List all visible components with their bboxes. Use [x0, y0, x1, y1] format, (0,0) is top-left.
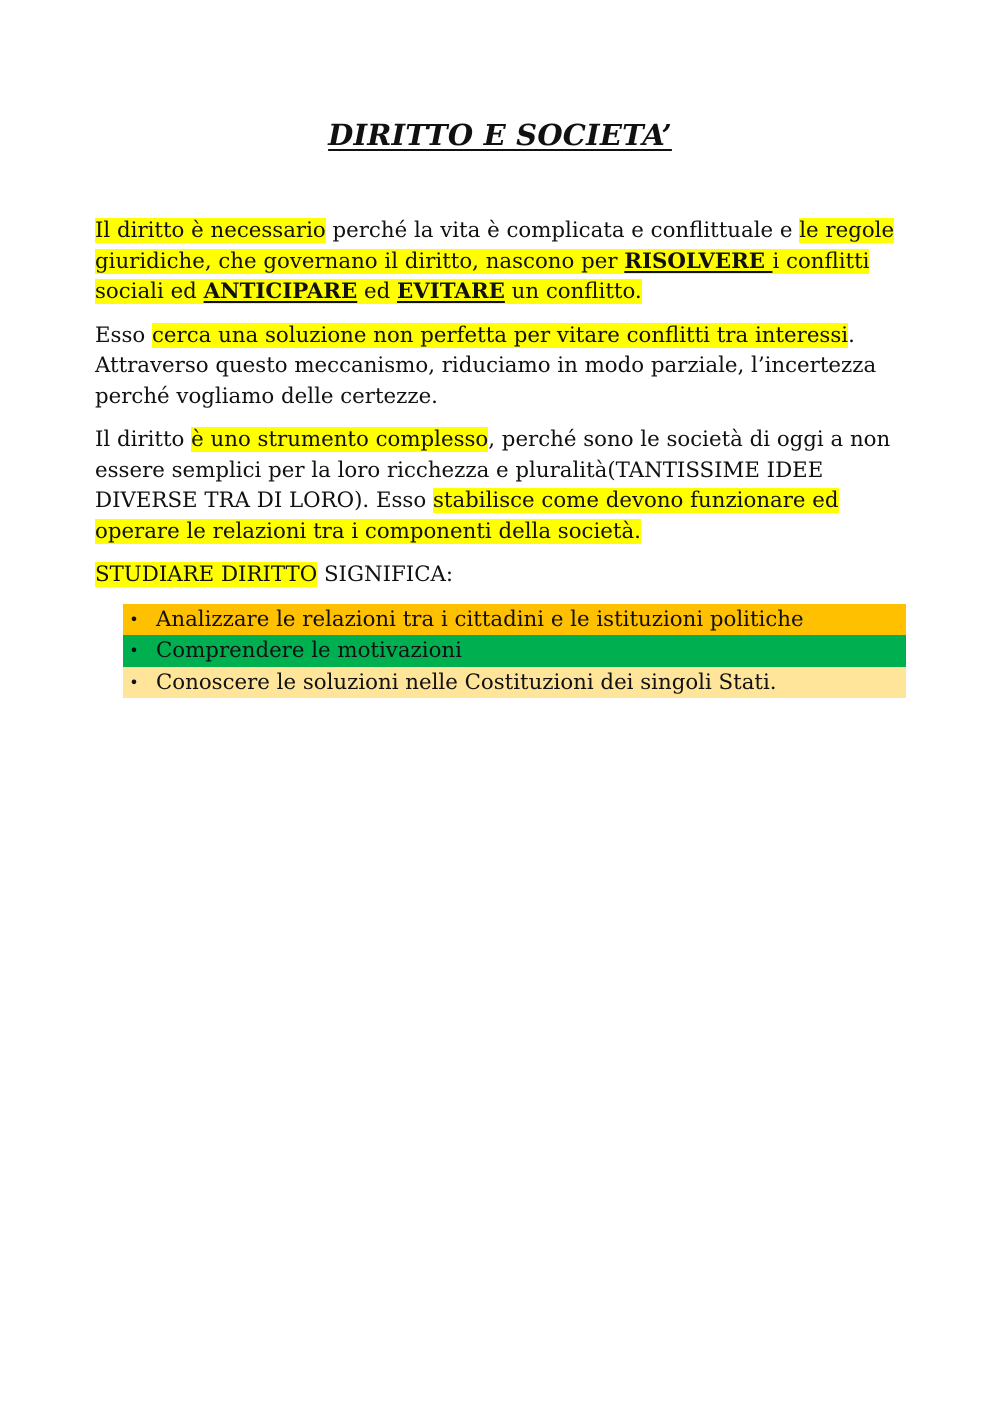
highlighted-text-part: un conflitto. [504, 279, 642, 304]
highlighted-text: stabilisce come devono funzionare ed operare le relazioni tra i componenti della società. [95, 488, 839, 544]
plain-text: Esso [95, 322, 152, 348]
highlighted-text: Il diritto è necessario [95, 218, 326, 243]
emphasized-word-evitare: EVITARE [397, 279, 505, 304]
highlighted-text-part: i conflitti sociali ed [95, 248, 870, 304]
list-item-text: Comprendere le motivazioni [156, 638, 462, 663]
plain-text: , perché sono le società di oggi a non essere semplici per la loro ricchezza e pluralità(TANTISSIME IDEE DIVERSE TRA DI LORO). Esso [95, 427, 891, 513]
document-title: DIRITTO E SOCIETA’ [328, 118, 672, 152]
list-item-text: Analizzare le relazioni tra i cittadini e le istituzioni politiche [156, 606, 804, 632]
list-item-text: Conoscere le soluzioni nelle Costituzioni dei singoli Stati. [156, 669, 777, 695]
plain-text: perché la vita è complicata e conflittuale e [325, 218, 800, 243]
emphasized-word-anticipare: ANTICIPARE [203, 279, 358, 304]
highlighted-text: è uno strumento complesso [191, 427, 489, 452]
highlighted-text-part: ed [357, 279, 398, 304]
plain-text: SIGNIFICA: [317, 562, 454, 587]
bullet-icon: • [129, 609, 139, 629]
list-item [123, 667, 906, 699]
list-item [123, 635, 906, 667]
list-heading [95, 560, 905, 591]
bullet-icon: • [129, 641, 139, 660]
paragraph-1 [95, 216, 905, 308]
document-body [95, 216, 905, 698]
plain-text: Il diritto [95, 427, 192, 452]
highlighted-text: STUDIARE DIRITTO [95, 562, 318, 587]
bullet-list [123, 604, 906, 699]
paragraph-2 [95, 321, 905, 413]
paragraph-3 [95, 425, 905, 547]
highlighted-text-part: le regole giuridiche, che governano il diritto, nascono per [95, 218, 895, 274]
emphasized-word-risolvere: RISOLVERE [624, 248, 773, 274]
list-item [123, 604, 906, 636]
highlighted-text: cerca una soluzione non perfetta per vitare conflitti tra interessi [152, 322, 849, 348]
plain-text: . Attraverso questo meccanismo, riduciamo in modo parziale, l’incertezza perché vogliamo delle certezze. [95, 322, 877, 409]
bullet-icon: • [129, 672, 139, 692]
